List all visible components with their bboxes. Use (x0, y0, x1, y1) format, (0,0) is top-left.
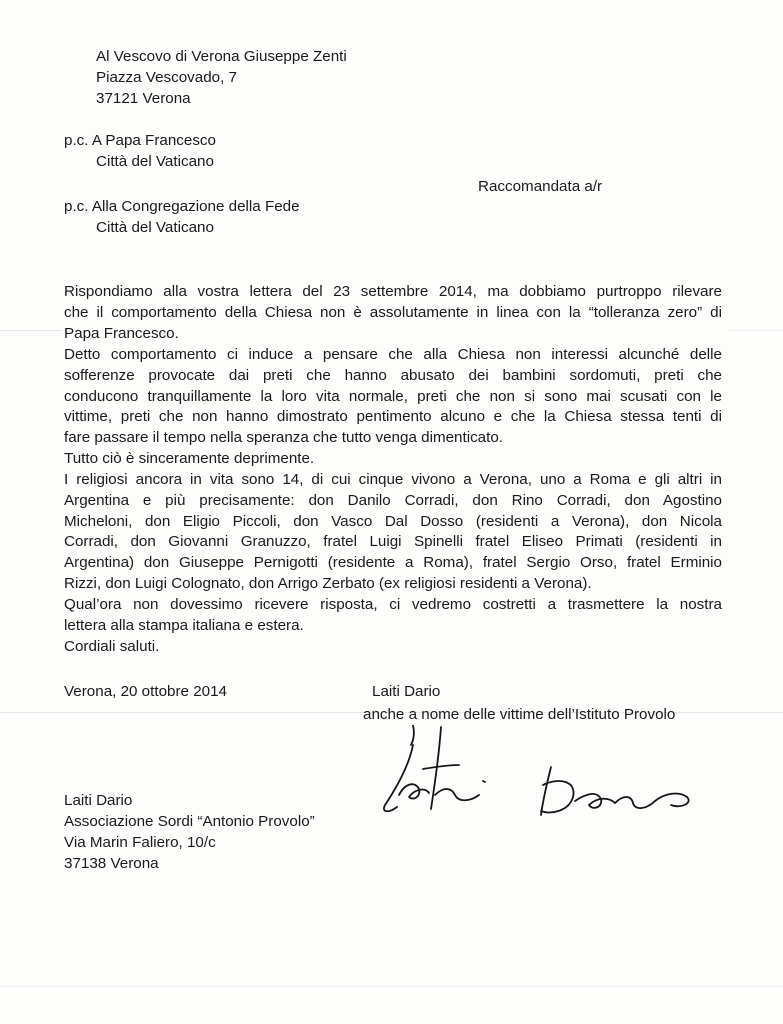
body-paragraph-4 (64, 470, 722, 595)
body-line: Micheloni, don Eligio Piccoli, don Vasco Dal Dosso (residenti a Verona), don Nicola (64, 512, 722, 530)
signatory-name: Laiti Dario (372, 683, 441, 700)
sender-name: Laiti Dario (64, 792, 133, 809)
place-date: Verona, 20 ottobre 2014 (64, 683, 227, 700)
scan-artifact (0, 986, 783, 987)
signatory-on-behalf: anche a nome delle vittime dell’Istituto Provolo (363, 706, 676, 723)
recipient-congregation: p.c. Alla Congregazione della Fede (64, 198, 300, 215)
scan-artifact (0, 330, 62, 331)
recipient-pope: p.c. A Papa Francesco (64, 132, 216, 149)
body-paragraph-5 (64, 595, 722, 657)
body-line: Tutto ciò è sinceramente deprimente. (64, 450, 315, 467)
recipient-pope-city: Città del Vaticano (96, 153, 214, 170)
closing: Cordiali saluti. (64, 637, 160, 655)
body-line: sofferenze provocate dai preti che hanno abusato dei bambini sordomuti, preti che (64, 366, 722, 384)
recipient-congregation-city: Città del Vaticano (96, 219, 214, 236)
recipient-bishop-city: 37121 Verona (96, 90, 191, 107)
body-line: conducono tranquillamente la loro vita normale, preti che non si sono mai scusati con le (64, 387, 722, 405)
body-line: Rizzi, don Luigi Colognato, don Arrigo Zerbato (ex religiosi residenti a Verona). (64, 574, 592, 592)
sender-street: Via Marin Faliero, 10/c (64, 834, 216, 851)
body-line: vittime, preti che non hanno dimostrato pentimento alcuno e che la Chiesa stessa tenti di (64, 408, 722, 426)
registered-mail-note: Raccomandata a/r (478, 178, 603, 195)
body-line: che il comportamento della Chiesa non è assolutamente in linea con la “tolleranza zero” di (64, 303, 722, 321)
handwritten-signature (375, 725, 705, 835)
recipient-bishop: Al Vescovo di Verona Giuseppe Zenti (96, 48, 347, 65)
body-line: lettera alla stampa italiana e estera. (64, 616, 304, 634)
body-line: I religiosi ancora in vita sono 14, di cui cinque vivono a Verona, uno a Roma e gli altri in (64, 471, 722, 488)
body-line: Argentina e più precisamente: don Danilo Corradi, don Rino Corradi, don Agostino (64, 491, 722, 509)
body-paragraph-1 (64, 282, 722, 344)
body-line: Corradi, don Giovanni Granuzzo, fratel Luigi Spinelli fratel Eliseo Primati (residenti in (64, 533, 722, 551)
sender-organization: Associazione Sordi “Antonio Provolo” (64, 813, 315, 830)
scan-artifact (728, 330, 783, 331)
sender-city: 37138 Verona (64, 855, 159, 872)
body-line: Detto comportamento ci induce a pensare che alla Chiesa non interessi alcunché delle (64, 346, 722, 363)
body-line: Papa Francesco. (64, 324, 179, 342)
body-line: Argentina) don Giuseppe Pernigotti (residente a Roma), fratel Sergio Orso, fratel Erminio (64, 554, 722, 572)
body-line: fare passare il tempo nella speranza che tutto venga dimenticato. (64, 429, 504, 447)
body-line: Rispondiamo alla vostra lettera del 23 settembre 2014, ma dobbiamo purtroppo rilevare (64, 283, 722, 300)
body-paragraph-3 (64, 449, 722, 470)
body-paragraph-2 (64, 345, 722, 449)
body-line: Qual’ora non dovessimo ricevere risposta, ci vedremo costretti a trasmettere la nostra (64, 596, 722, 613)
recipient-bishop-street: Piazza Vescovado, 7 (96, 69, 237, 86)
